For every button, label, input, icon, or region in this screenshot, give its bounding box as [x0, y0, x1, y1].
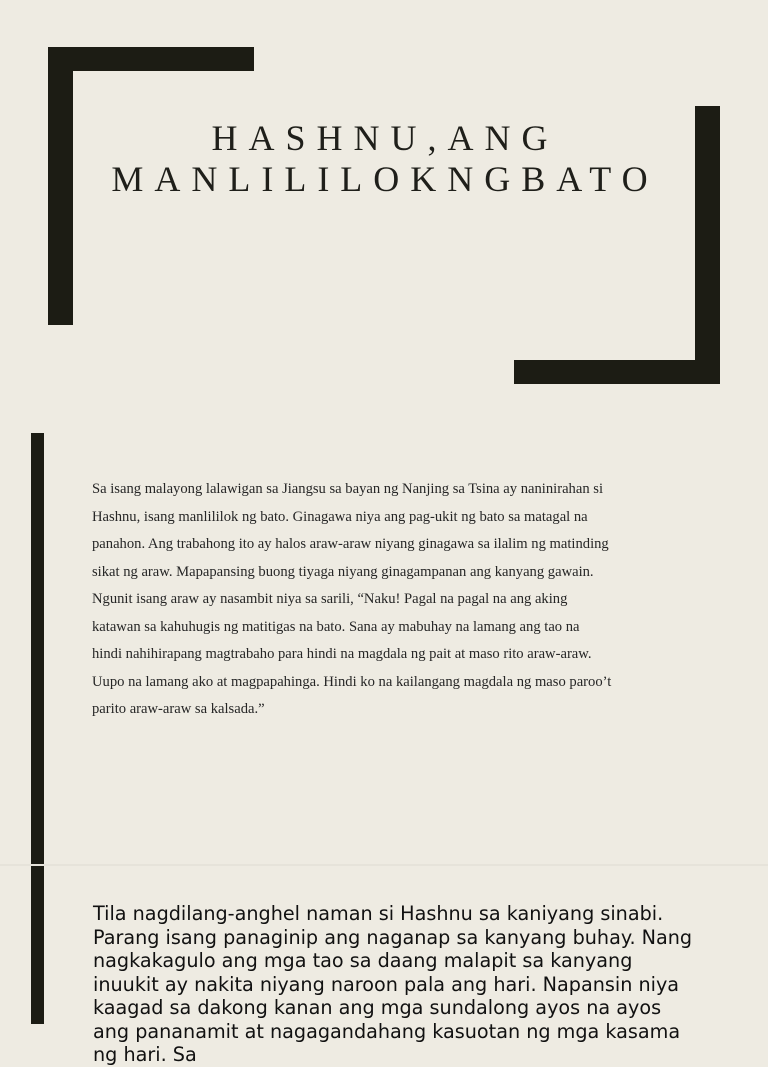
- corner-bracket-top-left-vertical: [48, 47, 73, 325]
- text-slide-1: [0, 420, 768, 866]
- title-slide: [0, 0, 768, 420]
- story-title: HASHNU,ANG MANLILILOKNGBATO: [111, 118, 659, 199]
- corner-bracket-top-left-horizontal: [48, 47, 254, 71]
- corner-bracket-bottom-right-vertical: [695, 106, 720, 384]
- text-slide-2: [0, 866, 768, 1066]
- story-paragraph-1: Sa isang malayong lalawigan sa Jiangsu sa bayan ng Nanjing sa Tsina ay naninirahan si Hashnu, isang manlililok ng bato. Ginagawa niya ang pag-ukit ng bato sa matagal na panahon. Ang trabahong ito ay halos araw-araw niyang ginagawa sa ilalim ng matinding sikat ng araw. Mapapansing buong tiyaga niyang ginagampanan ang kanyang gawain. Ngunit isang araw ay nasambit niya sa sarili, “Naku! Pagal na pagal na ang aking katawan sa kahuhugis ng matitigas na bato. Sana ay mabuhay na lamang ang tao na hindi nahihirapang magtrabaho para hindi na magdala ng pait at maso rito araw-araw. Uupo na lamang ako at magpapahinga. Hindi ko na kailangang magdala ng maso paroo’t parito araw-araw sa kalsada.”: [92, 481, 612, 717]
- corner-bracket-bottom-right-horizontal: [514, 360, 720, 384]
- left-accent-bar: [31, 433, 44, 866]
- story-paragraph-2: Tila nagdilang-anghel naman si Hashnu sa kaniyang sinabi. Parang isang panaginip ang naganap sa kanyang buhay. Nang nagkakagulo ang mga tao sa daang malapit sa kanyang inuukit ay nakita niyang naroon pala ang hari. Napansin niya kaagad sa dakong kanan ang mga sundalong ayos na ayos ang pananamit at nagagandahang kasuotan ng mga kasama ng hari. Sa: [93, 902, 693, 1066]
- left-accent-bar: [31, 866, 44, 1024]
